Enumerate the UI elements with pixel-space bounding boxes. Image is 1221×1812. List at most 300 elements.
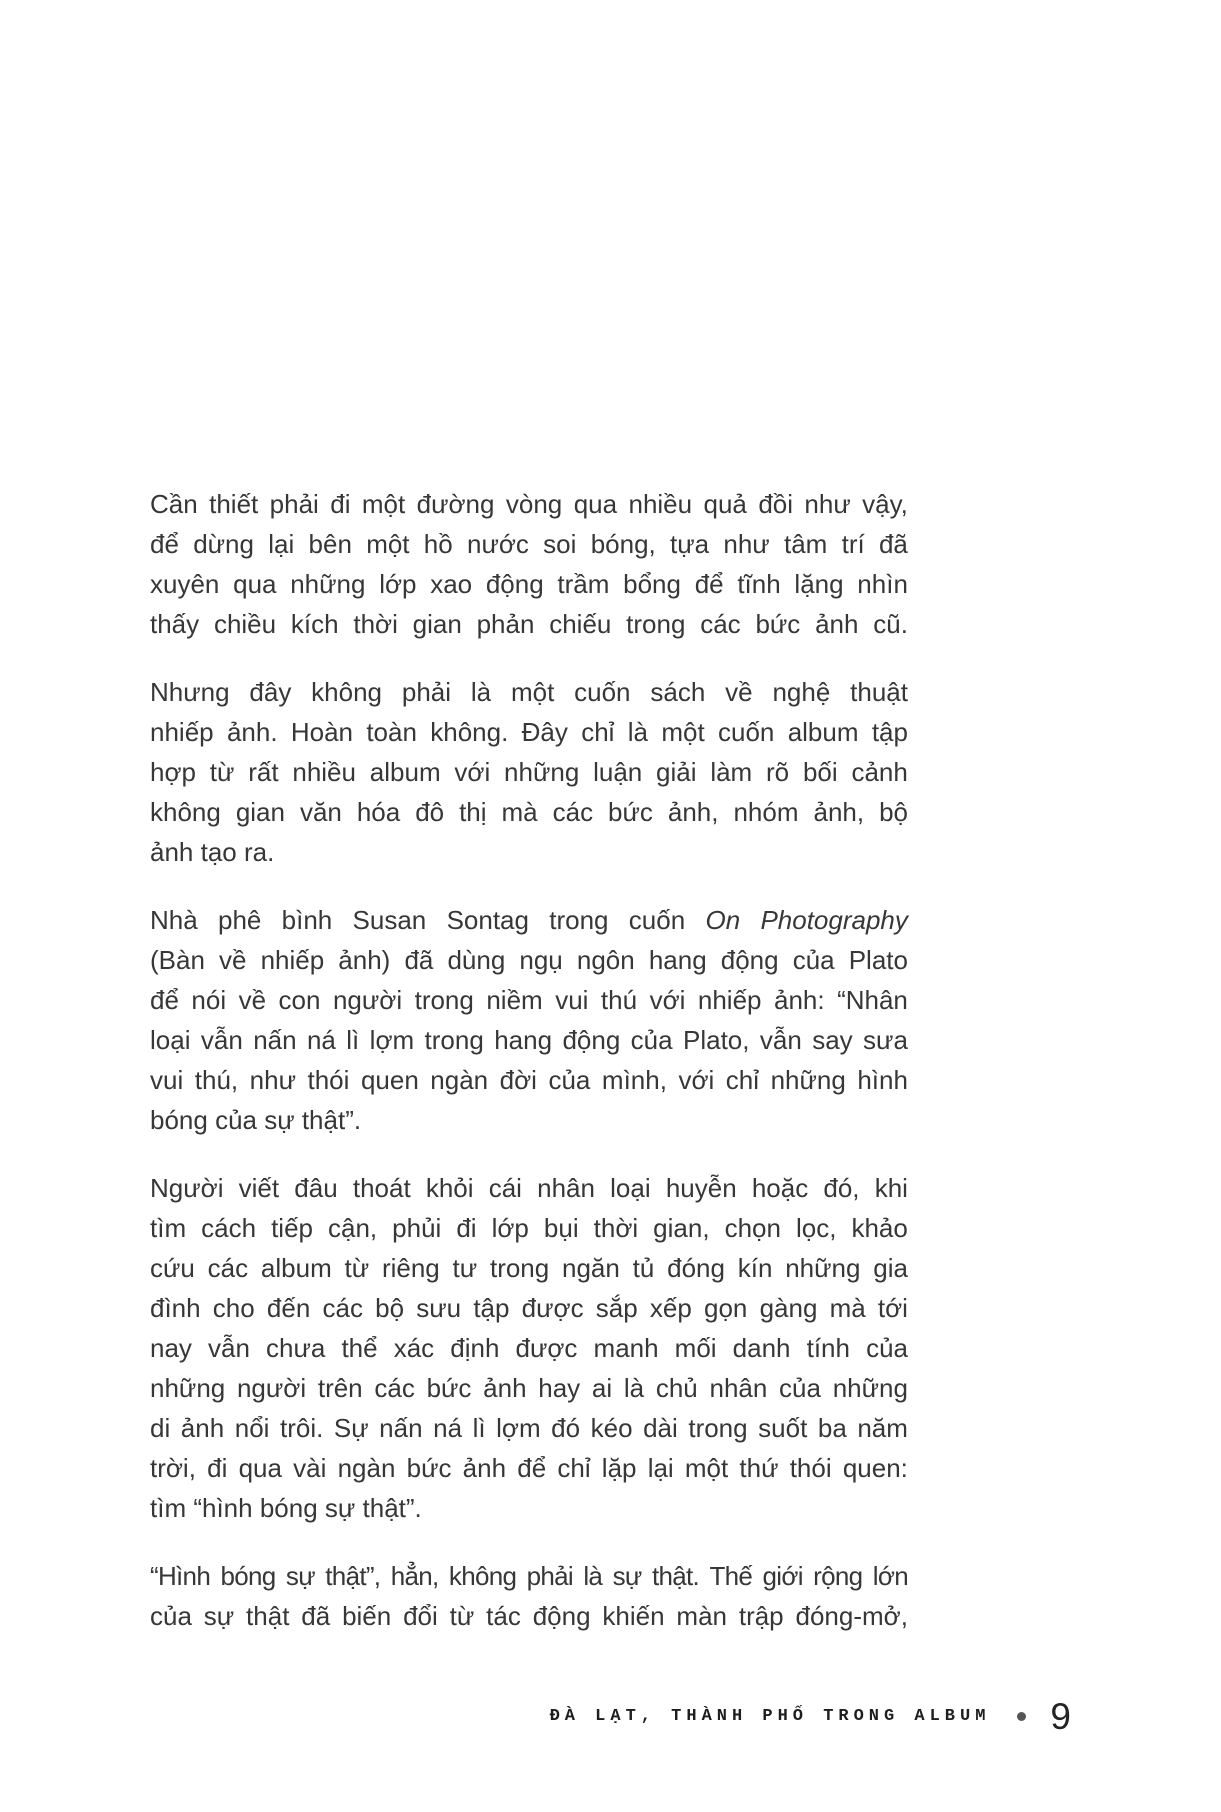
word: sự — [612, 1561, 642, 1591]
word: ngăn — [562, 1253, 620, 1283]
word: thị — [459, 797, 487, 827]
word: đô — [415, 797, 445, 827]
word: đâu — [294, 1173, 338, 1203]
word: chủ — [655, 1373, 698, 1403]
word: lại — [268, 529, 295, 559]
word: xác — [393, 1333, 435, 1363]
text-line — [150, 1248, 908, 1288]
word: nhìn — [857, 569, 908, 599]
word: hẳn, — [390, 1561, 439, 1591]
word: để — [517, 1453, 547, 1483]
word: màn — [676, 1601, 727, 1631]
word: những — [150, 1373, 226, 1403]
word: bức — [755, 609, 801, 639]
word: nghệ — [772, 677, 831, 707]
word: chỉ — [557, 1453, 591, 1483]
word: nhiếp — [150, 717, 214, 747]
word: tập — [871, 717, 908, 747]
word: cũ. — [873, 609, 908, 639]
word: vui — [150, 1065, 184, 1095]
word: hợp — [150, 757, 196, 787]
word: Sự — [333, 1413, 369, 1443]
word: đi — [330, 489, 351, 519]
word: cái — [488, 1173, 522, 1203]
word: album — [369, 757, 441, 787]
word: các — [207, 1253, 249, 1283]
word: được — [521, 1293, 584, 1323]
word: thể — [341, 1333, 378, 1363]
text-line — [150, 1100, 908, 1140]
word: gian — [412, 609, 462, 639]
word: giới — [762, 1561, 803, 1591]
word: vẫn — [208, 1333, 250, 1363]
word: Sontag — [446, 905, 529, 935]
word: xao — [430, 569, 473, 599]
word: hình — [857, 1065, 908, 1095]
word: thấy — [150, 609, 200, 639]
word: những — [290, 569, 366, 599]
word: thật — [246, 1601, 290, 1631]
word: qua — [233, 569, 277, 599]
word: con — [278, 985, 321, 1015]
word: gàng — [759, 1293, 818, 1323]
word: đổi — [403, 1601, 438, 1631]
word: nhiều — [292, 757, 356, 787]
word: biến — [342, 1601, 392, 1631]
word: nhiếp — [260, 945, 325, 975]
word: của — [548, 1065, 591, 1095]
text-line — [150, 940, 908, 980]
word: thời — [353, 609, 398, 639]
word: văn — [299, 797, 342, 827]
word: đồi — [758, 489, 794, 519]
word: ná — [433, 1413, 463, 1443]
word: quen — [360, 1065, 419, 1095]
word: xuyên — [150, 569, 220, 599]
word: thật”, — [325, 1561, 381, 1591]
word: riêng — [381, 1253, 440, 1283]
word: mối — [674, 1333, 717, 1363]
word: kích — [290, 609, 339, 639]
word: từ — [449, 1601, 475, 1631]
word: quả — [703, 489, 747, 519]
text-line — [150, 1288, 908, 1328]
word: manh — [593, 1333, 659, 1363]
word: động — [720, 945, 779, 975]
word: tủ — [632, 1253, 655, 1283]
word: gian, — [653, 1213, 710, 1243]
word: một — [361, 489, 406, 519]
word: nấn — [253, 1025, 297, 1055]
word: chiều — [213, 609, 277, 639]
word: Hoàn — [290, 717, 354, 747]
word: On — [705, 905, 741, 935]
word: một — [661, 717, 705, 747]
word: ai — [591, 1373, 613, 1403]
text-line — [150, 1208, 908, 1248]
text-line — [150, 1328, 908, 1368]
text-line — [150, 900, 908, 940]
word: của — [866, 1333, 908, 1363]
text-line — [150, 980, 908, 1020]
word: năm — [857, 1413, 908, 1443]
word: ảnh: — [773, 985, 825, 1015]
word: bổng — [623, 569, 681, 599]
word: phản — [476, 609, 535, 639]
word: ngàn — [430, 1065, 489, 1095]
word: hang — [494, 1025, 553, 1055]
word: vài — [293, 1453, 327, 1483]
word: ảnh — [180, 1413, 225, 1443]
word: gọn — [703, 1293, 748, 1323]
word: dừng — [193, 529, 254, 559]
word: những — [832, 1373, 908, 1403]
text-line — [150, 1020, 908, 1060]
word: đã — [301, 1601, 331, 1631]
word: là — [627, 717, 649, 747]
word: “Nhân — [837, 985, 908, 1015]
word: hồ — [423, 529, 453, 559]
word: của — [792, 945, 835, 975]
word: tĩnh — [737, 569, 781, 599]
word: cảnh — [851, 757, 908, 787]
word: xếp — [649, 1293, 692, 1323]
word: hóa — [356, 797, 401, 827]
word: nấn — [379, 1413, 423, 1443]
word: loại — [150, 1025, 191, 1055]
word: không — [150, 797, 221, 827]
word: về — [219, 945, 247, 975]
text-line — [150, 1368, 908, 1408]
word: là — [623, 1373, 645, 1403]
word: bình — [281, 905, 333, 935]
word: cận, — [328, 1213, 378, 1243]
word: như — [723, 529, 770, 559]
word: bức — [406, 1453, 452, 1483]
word: Photography — [760, 905, 908, 935]
word: sắp — [595, 1293, 638, 1323]
word: thoát — [352, 1173, 411, 1203]
word: với — [454, 757, 491, 787]
word: Plato — [848, 945, 908, 975]
word: đi — [456, 1213, 477, 1243]
word: Cần — [150, 489, 198, 519]
word: nay — [150, 1333, 192, 1363]
word: nước — [466, 529, 529, 559]
word: soi — [543, 529, 577, 559]
word: ảnh — [462, 1453, 507, 1483]
text-line — [150, 1168, 908, 1208]
word: để — [694, 569, 724, 599]
word: lợm — [369, 1025, 415, 1055]
word: hang — [648, 945, 707, 975]
paragraph — [150, 484, 908, 644]
word: loại — [610, 1173, 651, 1203]
text-line — [150, 484, 908, 524]
word: phủi — [392, 1213, 442, 1243]
word: như — [249, 1065, 296, 1095]
word: lớp — [491, 1213, 529, 1243]
word: không — [311, 677, 383, 707]
word: nhiếp — [697, 985, 762, 1015]
word: dùng — [447, 945, 506, 975]
word: trong — [424, 1025, 484, 1055]
word: làm — [710, 757, 753, 787]
word: phải — [269, 489, 319, 519]
word: định — [450, 1333, 500, 1363]
word: hoặc — [751, 1173, 809, 1203]
word: bóng — [220, 1561, 276, 1591]
word: từ — [344, 1253, 370, 1283]
word: chiếu — [549, 609, 612, 639]
word: mình, — [601, 1065, 667, 1095]
word: rộng — [813, 1561, 863, 1591]
word: nhân — [537, 1173, 595, 1203]
word: luận — [593, 757, 643, 787]
word: lặng — [794, 569, 844, 599]
word: thói — [789, 1453, 832, 1483]
word: ảnh) — [338, 945, 391, 975]
word: thứ — [739, 1453, 779, 1483]
word: lại — [647, 1453, 674, 1483]
word: để — [150, 985, 179, 1015]
word: lọc, — [795, 1213, 837, 1243]
word: mà — [829, 1293, 866, 1323]
word: thời — [593, 1213, 639, 1243]
word: phải — [401, 677, 452, 707]
word: tư — [452, 1253, 478, 1283]
word: của — [150, 1601, 192, 1631]
word: ná — [306, 1025, 336, 1055]
word: ảnh. — [226, 717, 278, 747]
word: bụi — [543, 1213, 579, 1243]
word: trời, — [150, 1453, 196, 1483]
word: nhóm — [733, 797, 799, 827]
word: vậy, — [862, 489, 908, 519]
text-line — [150, 604, 908, 644]
word: tập — [473, 1293, 510, 1323]
word: chưa — [266, 1333, 326, 1363]
word: về — [238, 985, 267, 1015]
word: các — [700, 609, 741, 639]
word: thiết — [209, 489, 259, 519]
word: chỉ — [581, 717, 615, 747]
word: Susan — [352, 905, 427, 935]
word: đời — [499, 1065, 537, 1095]
word: đó — [551, 1413, 581, 1443]
word: lì — [472, 1413, 486, 1443]
word: trôi. — [279, 1413, 324, 1443]
word: lớn — [872, 1561, 908, 1591]
text-segment: tìm “hình bóng sự thật”. — [150, 1493, 422, 1523]
word: cuốn — [574, 677, 631, 707]
paragraph — [150, 1168, 908, 1528]
running-title: ĐÀ LẠT, THÀNH PHỐ TRONG ALBUM — [549, 1707, 991, 1726]
word: chỉ — [725, 1065, 760, 1095]
word: bóng, — [590, 529, 656, 559]
word: ngôn — [576, 945, 635, 975]
word: danh — [732, 1333, 791, 1363]
word: (Bàn — [150, 945, 205, 975]
word: giải — [656, 757, 697, 787]
word: kín — [737, 1253, 773, 1283]
text-line — [150, 524, 908, 564]
word: đình — [150, 1293, 201, 1323]
word: nói — [191, 985, 227, 1015]
page-footer — [550, 1698, 1071, 1735]
word: một — [366, 529, 410, 559]
word: Nhưng — [150, 677, 230, 707]
word: Người — [150, 1173, 224, 1203]
word: trong — [489, 1253, 550, 1283]
word: ngụ — [519, 945, 563, 975]
word: trong — [549, 905, 609, 935]
word: hay — [538, 1373, 581, 1403]
word: cuốn — [628, 905, 686, 935]
word: rõ — [766, 757, 790, 787]
word: niềm — [486, 985, 543, 1015]
word: gian — [235, 797, 285, 827]
word: bức — [426, 1373, 472, 1403]
word: với — [678, 1065, 715, 1095]
word: một — [510, 677, 555, 707]
word: qua — [238, 1453, 282, 1483]
paragraph — [150, 900, 908, 1140]
word: tựa — [670, 529, 710, 559]
word: rất — [248, 757, 279, 787]
word: tác — [486, 1601, 521, 1631]
text-line — [150, 564, 908, 604]
word: đóng-mở, — [795, 1601, 908, 1631]
word: trong — [626, 609, 686, 639]
word: trong — [688, 1413, 748, 1443]
word: người — [332, 985, 403, 1015]
word: vòng — [505, 489, 563, 519]
word: ngàn — [337, 1453, 396, 1483]
word: tâm — [783, 529, 828, 559]
word: trên — [317, 1373, 363, 1403]
word: sự — [285, 1561, 315, 1591]
text-line — [150, 832, 908, 872]
word: tìm — [150, 1213, 187, 1243]
word: những — [504, 757, 580, 787]
word: một — [684, 1453, 729, 1483]
word: trập — [738, 1601, 784, 1631]
word: đã — [404, 945, 434, 975]
word: được — [515, 1333, 578, 1363]
word: đóng — [667, 1253, 725, 1283]
word: những — [785, 1253, 861, 1283]
word: ảnh, — [667, 797, 719, 827]
word: sách — [650, 677, 706, 707]
word: động — [485, 569, 544, 599]
word: chọn — [724, 1213, 781, 1243]
page-number: 9 — [1050, 1696, 1071, 1737]
word: tới — [877, 1293, 908, 1323]
word: ba — [817, 1413, 847, 1443]
word: cuốn — [717, 717, 775, 747]
word: ảnh, — [813, 797, 865, 827]
word: album — [260, 1253, 332, 1283]
word: kéo — [590, 1413, 633, 1443]
word: lì — [346, 1025, 360, 1055]
word: thói — [307, 1065, 350, 1095]
word: đi — [207, 1453, 228, 1483]
text-line — [150, 792, 908, 832]
word: với — [649, 985, 686, 1015]
word: cách — [201, 1213, 257, 1243]
word: thú — [600, 985, 638, 1015]
word: cho — [212, 1293, 255, 1323]
word: album — [787, 717, 859, 747]
word: cứu — [150, 1253, 195, 1283]
word: gia — [873, 1253, 908, 1283]
word: nổi — [234, 1413, 270, 1443]
paragraph — [150, 672, 908, 872]
word: thuật — [850, 677, 908, 707]
word: động — [532, 1601, 591, 1631]
text-line — [150, 1408, 908, 1448]
word: những — [770, 1065, 846, 1095]
text-line — [150, 712, 908, 752]
text-line — [150, 1488, 908, 1528]
word: dài — [643, 1413, 678, 1443]
word: của — [630, 1025, 673, 1055]
word: bên — [308, 529, 352, 559]
word: động — [562, 1025, 621, 1055]
word: di — [150, 1413, 171, 1443]
word: sưu — [416, 1293, 462, 1323]
word: viết — [238, 1173, 280, 1203]
word: không — [448, 1561, 517, 1591]
word: đường — [416, 489, 495, 519]
word: Plato, — [682, 1025, 750, 1055]
word: trong — [414, 985, 474, 1015]
word: toàn — [366, 717, 417, 747]
word: bộ — [375, 1293, 405, 1323]
word: trí — [841, 529, 865, 559]
text-line — [150, 672, 908, 712]
word: khiến — [602, 1601, 665, 1631]
word: đó, — [823, 1173, 860, 1203]
word: đã — [878, 529, 908, 559]
word: “Hình — [150, 1561, 211, 1591]
word: Thế — [709, 1561, 753, 1591]
word: tính — [806, 1333, 850, 1363]
word: khảo — [851, 1213, 908, 1243]
text-line — [150, 1596, 908, 1636]
text-line — [150, 752, 908, 792]
word: trầm — [557, 569, 610, 599]
page-body — [150, 484, 908, 1636]
text-segment: bóng của sự thật”. — [150, 1105, 362, 1135]
word: say — [812, 1025, 853, 1055]
text-segment: ảnh tạo ra. — [150, 837, 275, 867]
word: suốt — [758, 1413, 808, 1443]
word: bộ — [879, 797, 908, 827]
text-line — [150, 1556, 908, 1596]
word: phải — [526, 1561, 573, 1591]
word: quen: — [842, 1453, 908, 1483]
word: huyễn — [665, 1173, 737, 1203]
word: đây — [249, 677, 292, 707]
word: như — [804, 489, 851, 519]
word: khỏi — [425, 1173, 474, 1203]
word: ảnh — [815, 609, 859, 639]
word: nhân — [709, 1373, 768, 1403]
word: người — [236, 1373, 307, 1403]
word: để — [150, 529, 179, 559]
